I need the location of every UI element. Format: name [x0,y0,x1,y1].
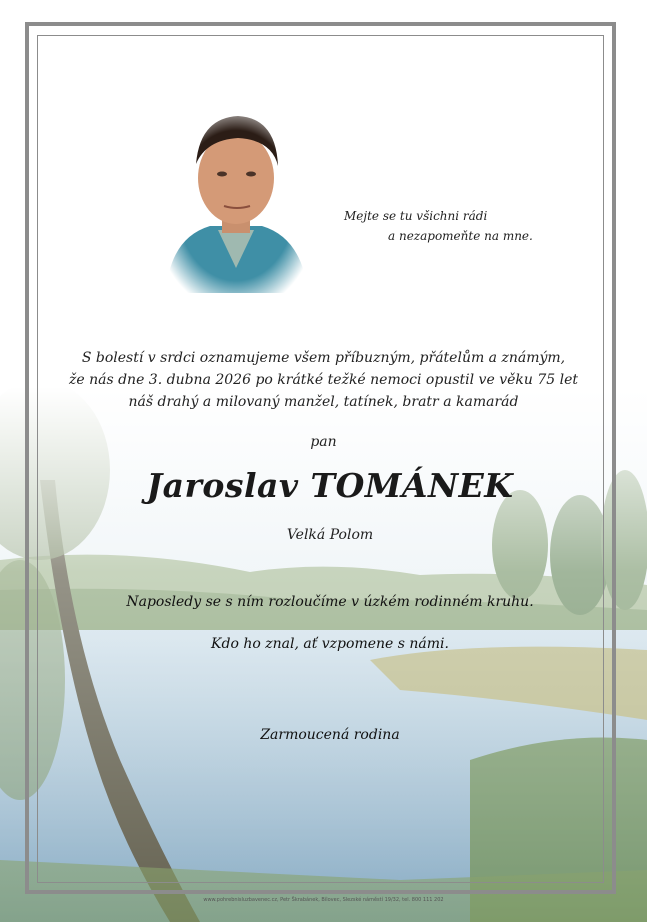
announcement-line-3: náš drahý a milovaný manžel, tatínek, bratr a kamarád [128,394,519,410]
remembrance-text: Kdo ho znal, ať vzpomene s námi. [211,636,449,652]
motto [330,206,550,246]
deceased-name: Jaroslav TOMÁNEK [146,466,514,505]
salutation: pan [310,434,337,450]
announcement-line-1: S bolestí v srdci oznamujeme všem příbuzným, přátelům a známým, [81,350,566,366]
farewell-text: Naposledy se s ním rozloučíme v úzkém rodinném kruhu. [126,594,534,610]
footer-imprint: www.pohrebnisluzbavenec.cz, Petr Škrabánek, Bílovec, Slezské náměstí 19/32, tel. 800 111 202 [203,897,444,903]
mourners-signature: Zarmoucená rodina [260,727,400,743]
motto-line-1: Mejte se tu všichni rádi [344,209,488,223]
inner-frame [37,35,604,883]
portrait-photo [160,108,312,303]
announcement [60,347,587,413]
announcement-line-2: že nás dne 3. dubna 2026 po krátké težké nemoci opustil ve věku 75 let [68,372,579,388]
motto-line-2: a nezapomeňte na mne. [388,229,533,243]
town: Velká Polom [286,527,374,543]
